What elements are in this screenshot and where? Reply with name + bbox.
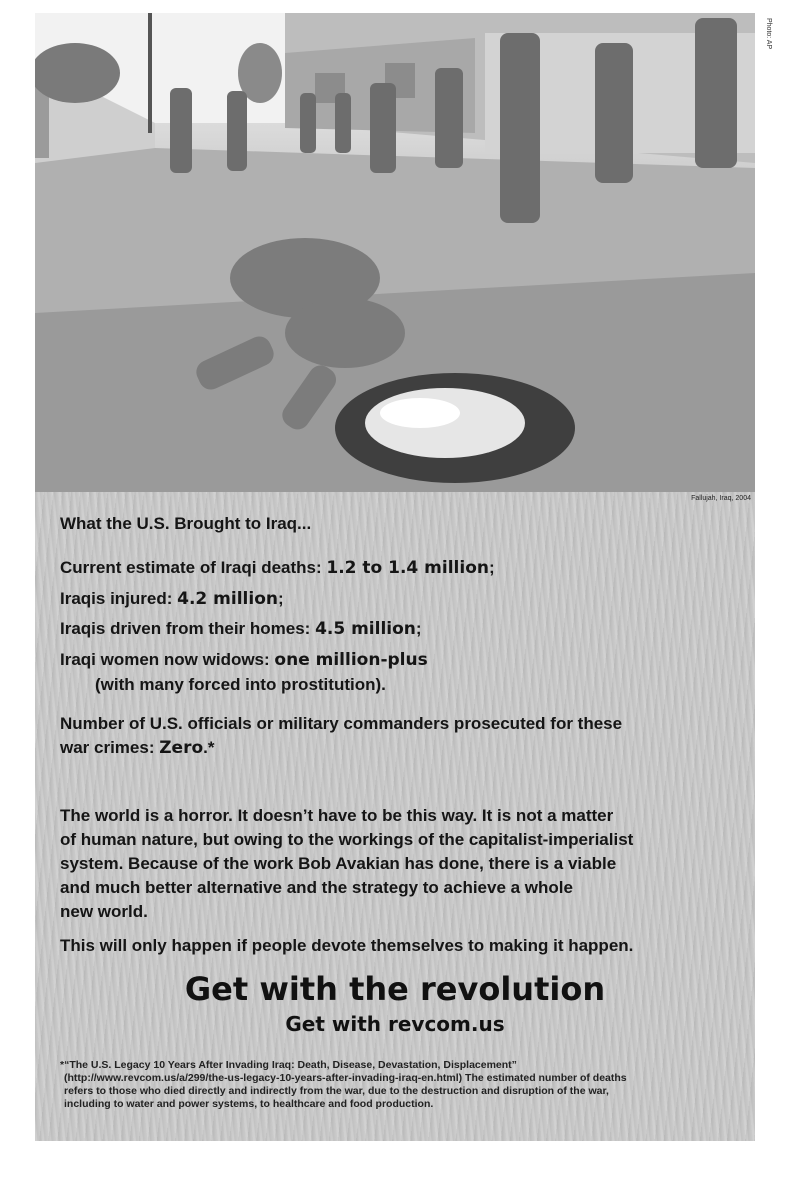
stat-end: ; [415, 619, 422, 638]
paragraph-line: system. Because of the work Bob Avakian has done, there is a viable [60, 854, 617, 873]
slogan-sub: Get with revcom.us [285, 1012, 505, 1036]
prosecuted-label: war crimes: [60, 738, 160, 757]
prosecuted-line-2 [60, 738, 215, 758]
stat-value: one million-plus [274, 650, 428, 670]
footnote-line: including to water and power systems, to healthcare and food production. [64, 1098, 434, 1110]
page-heading: What the U.S. Brought to Iraq... [60, 514, 312, 533]
widows-note: (with many forced into prostitution). [95, 675, 386, 694]
stat-value: 4.5 million [315, 619, 416, 639]
paragraph-line: The world is a horror. It doesn’t have to be this way. It is not a matter [60, 806, 614, 825]
photo-illustration [35, 13, 755, 492]
war-photograph [35, 13, 755, 492]
footnote-line: *“The U.S. Legacy 10 Years After Invading Iraq: Death, Disease, Devastation, Displacement” [60, 1059, 517, 1071]
stat-value: 1.2 to 1.4 million [326, 558, 489, 578]
photo-caption: Fallujah, Iraq, 2004 [691, 495, 751, 502]
photo-credit: Photo: AP [765, 18, 772, 50]
stat-widows [60, 650, 428, 670]
prosecuted-line-1: Number of U.S. officials or military commanders prosecuted for these [60, 714, 623, 733]
paragraph-line: and much better alternative and the strategy to achieve a whole [60, 878, 573, 897]
happen-line: This will only happen if people devote themselves to making it happen. [60, 936, 634, 955]
stat-displaced [60, 619, 422, 639]
prosecuted-end: .* [203, 738, 215, 757]
prosecuted-value: Zero [159, 738, 204, 758]
horror-paragraph [60, 804, 740, 924]
stat-label: Current estimate of Iraqi deaths: [60, 558, 327, 577]
stat-injured [60, 589, 284, 609]
slogan-main: Get with the revolution [184, 970, 606, 1008]
stat-end: ; [489, 558, 495, 577]
text-panel [35, 492, 755, 1141]
stat-label: Iraqi women now widows: [60, 650, 275, 669]
stat-deaths [60, 558, 495, 578]
stat-end: ; [277, 589, 284, 608]
stat-label: Iraqis injured: [60, 589, 178, 608]
paragraph-line: new world. [60, 902, 148, 921]
stat-label: Iraqis driven from their homes: [60, 619, 316, 638]
footnote [60, 1059, 740, 1111]
footnote-line: (http://www.revcom.us/a/299/the-us-legacy-10-years-after-invading-iraq-en.html) The estimated number of deaths [64, 1072, 627, 1084]
stat-value: 4.2 million [177, 589, 278, 609]
footnote-line: refers to those who died directly and indirectly from the war, due to the destruction and disruption of the war, [64, 1085, 609, 1097]
paragraph-line: of human nature, but owing to the workings of the capitalist-imperialist [60, 830, 634, 849]
